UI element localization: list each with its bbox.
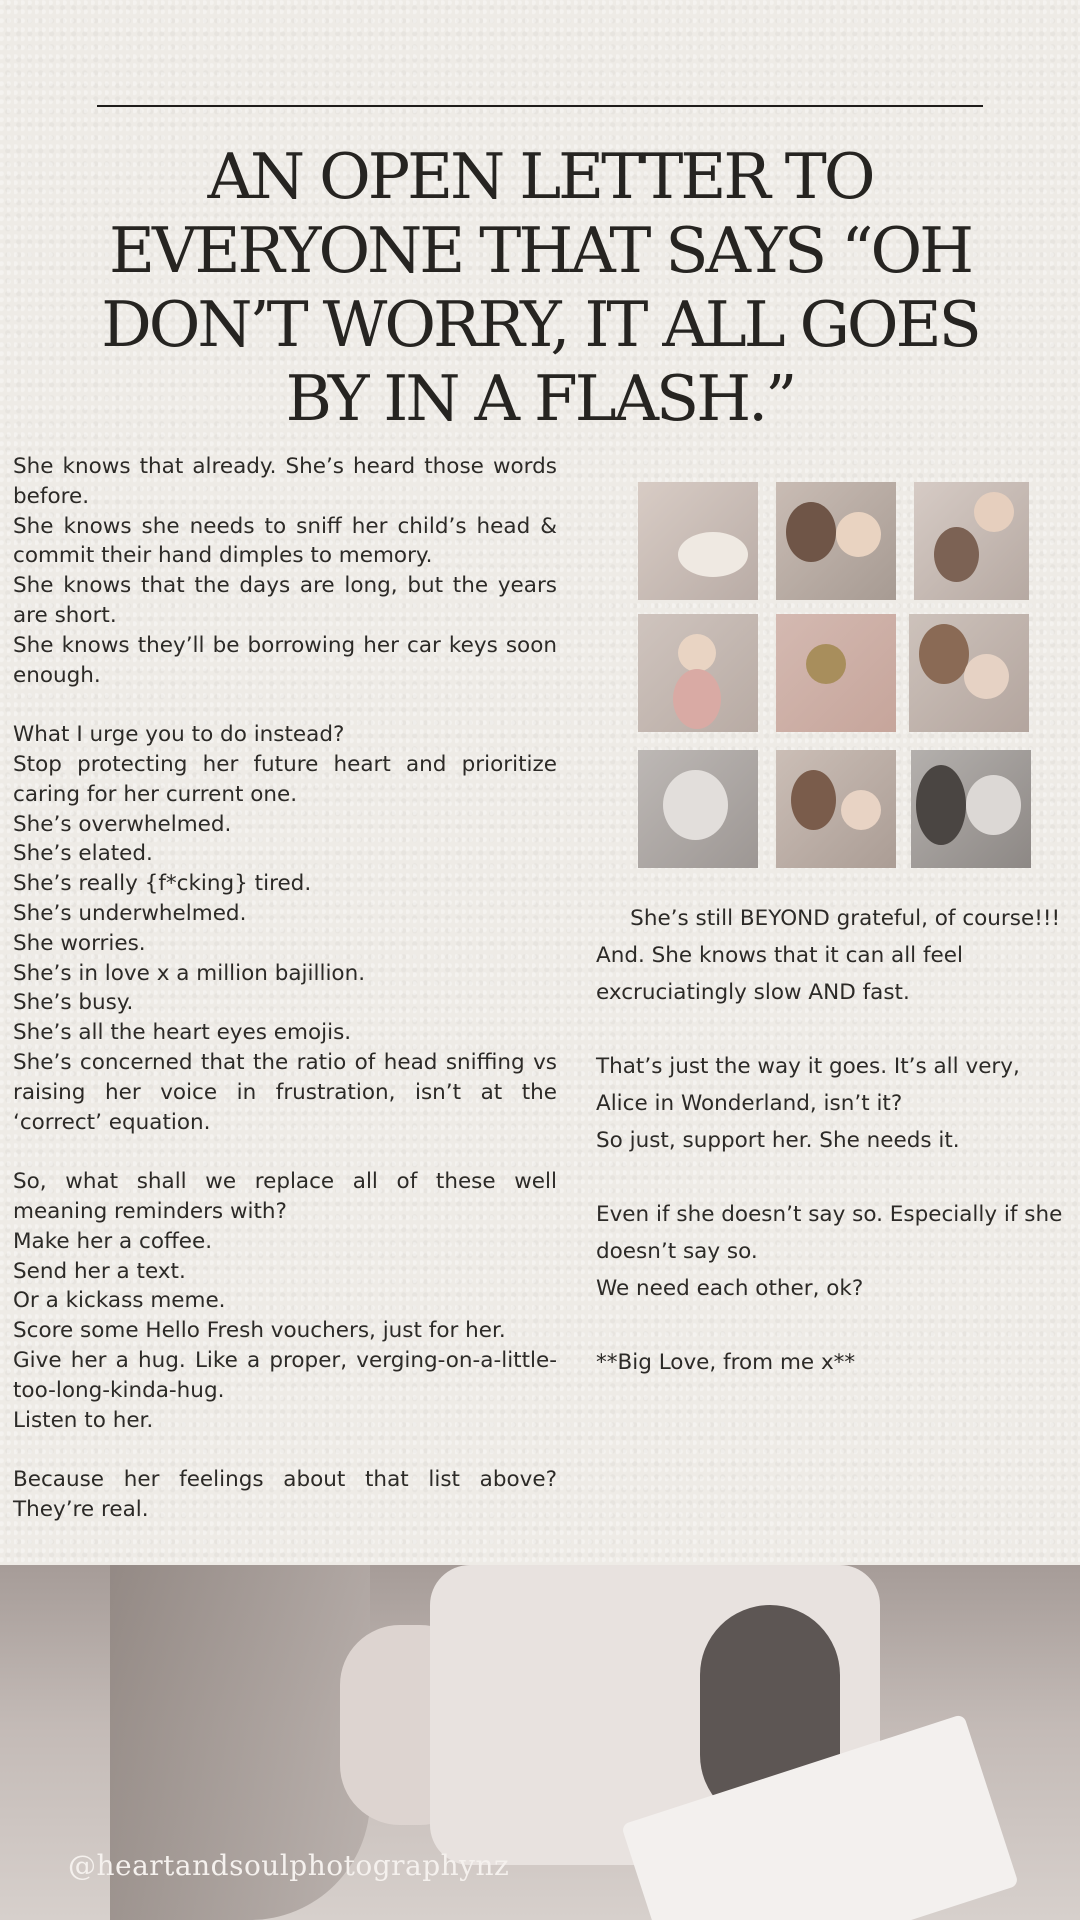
paragraph-line: Stop protecting her future heart and prioritize caring for her current one. — [13, 751, 557, 807]
paragraph-gap — [596, 1159, 1066, 1196]
paragraph-gap — [13, 1435, 557, 1465]
paragraph-line: Or a kickass meme. — [13, 1288, 226, 1314]
photo-mother-child-wreath — [776, 750, 896, 868]
page-title: AN OPEN LETTER TO EVERYONE THAT SAYS “OH DON’T WORRY, IT ALL GOES BY IN A FLASH.” — [101, 140, 979, 435]
right-text-column — [596, 900, 1066, 1381]
photo-toddler-standing — [638, 614, 758, 732]
paragraph-line: She’s overwhelmed. — [13, 811, 232, 837]
paragraph-line: She’s still BEYOND grateful, of course!!! And. She knows that it can all feel excruciatingly slow AND fast. — [596, 906, 1067, 1005]
paragraph-gap — [13, 690, 557, 720]
title-divider — [97, 105, 983, 107]
paragraph-line: She knows that already. She’s heard those words before. — [13, 454, 557, 509]
paragraph-line: She knows that the days are long, but the years are short. — [13, 573, 557, 628]
paragraph-line: Send her a text. — [13, 1258, 186, 1284]
paragraph-line: Score some Hello Fresh vouchers, just for her. — [13, 1318, 506, 1344]
paragraph-line: She worries. — [13, 930, 146, 956]
paragraph-line: She’s all the heart eyes emojis. — [13, 1020, 352, 1046]
paragraph-line: She’s elated. — [13, 841, 153, 867]
photo-grid — [638, 482, 1034, 870]
paragraph-line: Because her feelings about that list above? They’re real. — [13, 1467, 557, 1522]
paragraph-line: So just, support her. She needs it. — [596, 1128, 960, 1153]
photo-mother-child — [776, 482, 896, 600]
social-handle: @heartandsoulphotographynz — [68, 1849, 510, 1882]
paragraph-line: She knows they’ll be borrowing her car keys soon enough. — [13, 632, 557, 688]
photo-toddler-portrait-bw — [638, 750, 758, 868]
photo-kiss-bw — [911, 750, 1031, 868]
paragraph-line: Make her a coffee. — [13, 1228, 213, 1254]
left-text-column — [13, 452, 557, 1525]
paragraph-line: She’s concerned that the ratio of head sniffing vs raising her voice in frustration, isn’t at the ‘correct’ equation. — [13, 1049, 557, 1135]
paragraph-gap — [596, 1307, 1066, 1344]
paragraph-line: She’s underwhelmed. — [13, 900, 247, 926]
paragraph-line: Even if she doesn’t say so. Especially if she doesn’t say so. — [596, 1202, 1063, 1264]
sign-off: **Big Love, from me x** — [596, 1350, 856, 1375]
paragraph-line: She’s really {f*cking} tired. — [13, 871, 312, 897]
paragraph-line: So, what shall we replace all of these well meaning reminders with? — [13, 1169, 557, 1224]
paragraph-line: She’s busy. — [13, 990, 134, 1016]
photo-mother-and-toddler — [909, 614, 1029, 732]
paragraph-line: She’s in love x a million bajillion. — [13, 960, 366, 986]
paragraph-line: We need each other, ok? — [596, 1276, 864, 1301]
paragraph-line: Give her a hug. Like a proper, verging-on-a-little-too-long-kinda-hug. — [13, 1347, 557, 1403]
paragraph-line: She knows she needs to sniff her child’s head & commit their hand dimples to memory. — [13, 513, 557, 569]
photo-mother-lifting-child — [914, 482, 1029, 600]
paragraph-gap — [13, 1137, 557, 1167]
paragraph-line: Listen to her. — [13, 1407, 154, 1433]
paragraph-line: What I urge you to do instead? — [13, 722, 345, 748]
photo-teddy-bear — [776, 614, 896, 732]
paragraph-gap — [596, 1011, 1066, 1048]
paragraph-line: That’s just the way it goes. It’s all very, Alice in Wonderland, isn’t it? — [596, 1054, 1020, 1116]
photo-baby-feet — [638, 482, 758, 600]
